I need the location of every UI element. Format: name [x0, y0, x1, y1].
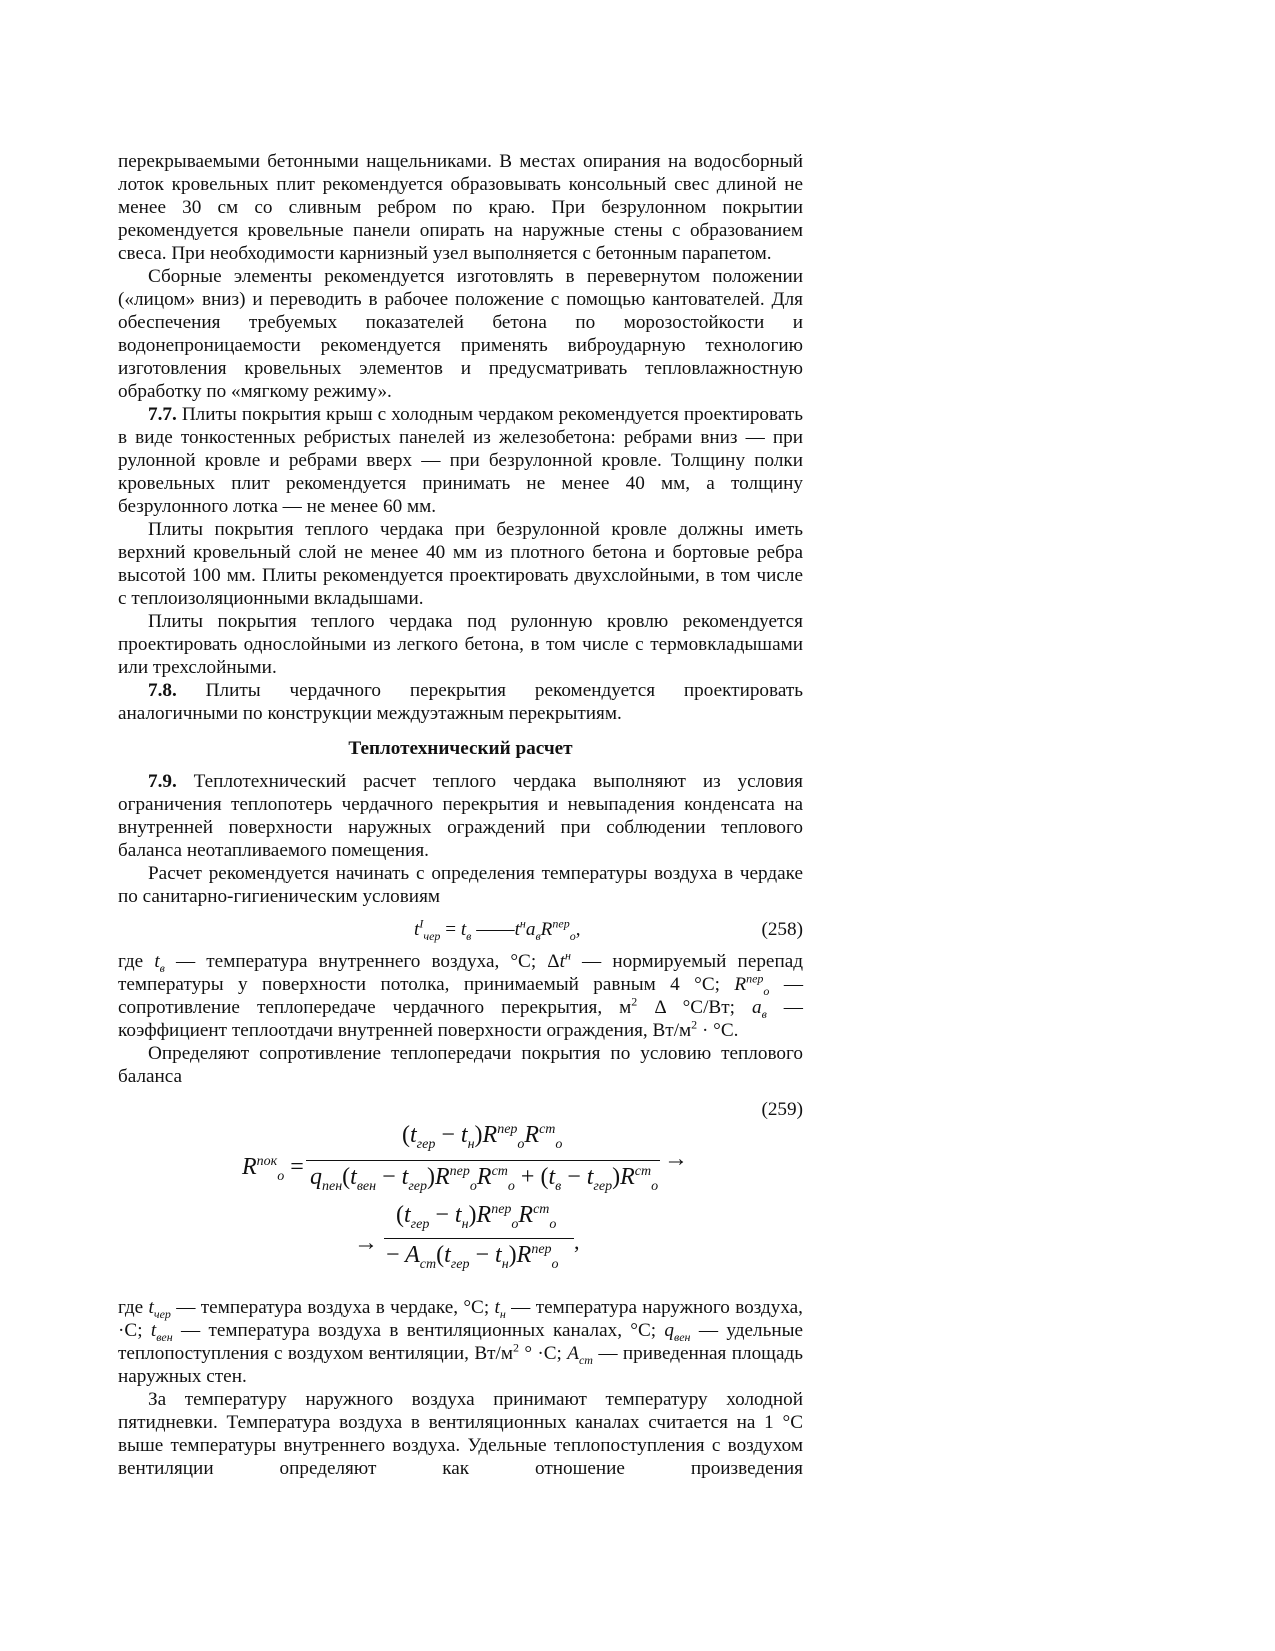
equation-259: $R^{пок}_о$ = $(t_{гер} - t_н)R^{пер}_оR^{ст}_о$ $q_{пен}(t_{вен} - t_{гер})R^{пер}_оR^{ст}_о + (t_в - t_{гер})R^{ст}_о$ → → $(t_{гер} - t_н)R^{пер}_оR^{ст}_о$ − $A_{ст}(t_{гер} - t_н)R^{пер}_о$ ,: [242, 1122, 688, 1272]
equation-259-number-row: [118, 1096, 803, 1120]
section-heading: Теплотехнический расчет: [348, 738, 573, 759]
clause-number: 7.9.: [148, 771, 177, 792]
clause-number: 7.7.: [148, 404, 177, 425]
equation-258: [118, 916, 803, 944]
equation-number: (259): [761, 1099, 803, 1120]
paragraph-7-9: [118, 770, 803, 862]
clause-number: 7.8.: [148, 680, 177, 701]
clause-text: Плиты покрытия крыш с холодным чердаком рекомендуется проектировать в виде тонкостенных ребристых панелей из железобетона: ребрами вниз — при рулонной кровле и ребрами вверх — при безрулонной кровле. Толщину полки кровельных плит рекомендуется принимать не менее 40 мм, а толщину безрулонного лотка — не менее 60 мм.: [118, 404, 803, 517]
paragraph: Сборные элементы рекомендуется изготовлять в перевернутом положении («лицом» вниз) и переводить в рабочее положение с помощью кантователей. Для обеспечения требуемых показателей бетона по морозостойкости и водонепроницаемости рекомендуется применять виброударную технологию изготовления кровельных элементов и предусматривать тепловлажностную обработку по «мягкому режиму».: [118, 266, 803, 402]
where-clause-258: где $t_в$ — температура внутреннего воздуха, °С; $\Delta t^н$ — нормируемый перепад температуры у поверхности потолка, принимаемый равным 4 °С; $R^{пер}_о$ — сопротивление теплопередаче чердачного перекрытия, $м^2$ Δ °С/Вт; $a_в$ — коэффициент теплоотдачи внутренней поверхности ограждения, $Вт/м^2 \cdot ^\circ С$.: [118, 948, 804, 1041]
paragraph: За температуру наружного воздуха принимают температуру холодной пятидневки. Температура воздуха в вентиляционных каналах считается на 1 °С выше температуры внутреннего воздуха. Удельные теплопоступления с воздухом вентиляции определяют как отношение произведения: [118, 1389, 803, 1479]
clause-text: Плиты чердачного перекрытия рекомендуется проектировать аналогичными по конструкции междуэтажным перекрытиям.: [118, 680, 803, 724]
paragraph-7-7: [118, 403, 803, 518]
equation-258-formula: $t^I_{чер} = t_в$ $——t^нa_вR^{пер}_о$,: [414, 916, 581, 943]
clause-text: Теплотехнический расчет теплого чердака выполняют из условия ограничения теплопотерь чердачного перекрытия и невыпадения конденсата на внутренней поверхности наружных ограждений при соблюдении теплового баланса неотапливаемого помещения.: [118, 771, 803, 861]
where-clause-259: где $t_{чер}$ — температура воздуха в чердаке, °С; $t_н$ — температура наружного воздуха, ·С; $t_{вен}$ — температура воздуха в вентиляционных каналах, °С; $q_{вен}$ — удельные теплопоступления с воздухом вентиляции, $Вт/м^2$ ° ·С; $A_{ст}$ — приведенная площадь наружных стен.: [118, 1297, 803, 1387]
paragraph: Плиты покрытия теплого чердака под рулонную кровлю рекомендуется проектировать однослойными из легкого бетона, в том числе с термовкладышами или трехслойными.: [118, 611, 803, 678]
document-page: [118, 150, 803, 1480]
paragraph: Определяют сопротивление теплопередачи покрытия по условию теплового баланса: [118, 1043, 803, 1087]
paragraph-7-8: [118, 679, 803, 725]
paragraph: Расчет рекомендуется начинать с определения температуры воздуха в чердаке по санитарно-гигиеническим условиям: [118, 863, 803, 907]
paragraph: перекрываемыми бетонными нащельниками. В местах опирания на водосборный лоток кровельных плит рекомендуется образовывать консольный свес длиной не менее 30 см со сливным ребром по краю. При безрулонном покрытии рекомендуется кровельные панели опирать на наружные стены с образованием свеса. При необходимости карнизный узел выполняется с бетонным парапетом.: [118, 151, 803, 264]
paragraph: Плиты покрытия теплого чердака при безрулонной кровле должны иметь верхний кровельный слой не менее 40 мм из плотного бетона и бортовые ребра высотой 100 мм. Плиты рекомендуется проектировать двухслойными, в том числе с теплоизоляционными вкладышами.: [118, 519, 803, 609]
equation-number: (258): [761, 919, 803, 940]
